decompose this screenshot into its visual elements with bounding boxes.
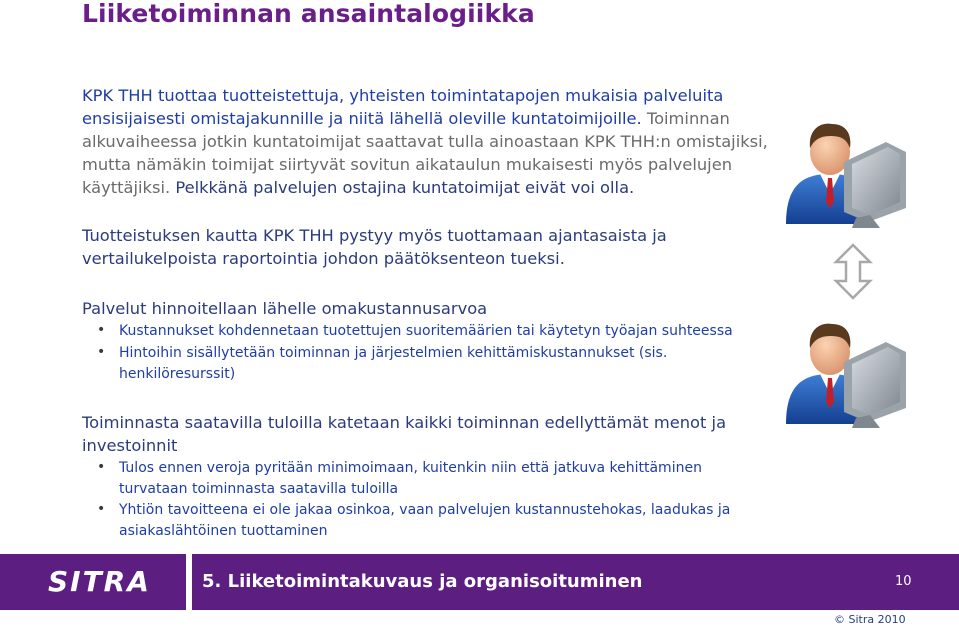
list-item [82,500,742,542]
bullet-icon: • [97,459,106,475]
bullet-text: Tulos ennen veroja pyritään minimoimaan, kuitenkin niin että jatkuva kehittäminen turvataan toiminnasta saatavilla tuloilla [119,460,702,497]
user-at-computer-icon [782,112,912,228]
user-at-computer-icon [782,312,912,428]
pricing-bullet-list [82,321,742,386]
footer-bar [0,554,959,610]
list-item [82,343,742,385]
copyright-text: © Sitra 2010 [834,613,906,626]
sitra-logo-text: SITRA [48,565,151,598]
pricing-heading: Palvelut hinnoitellaan lähelle omakustannusarvoa [82,299,488,318]
bullet-text: Kustannukset kohdennetaan tuotettujen suoritemäärien tai käytetyn työajan suhteessa [119,323,733,339]
intro-paragraph [82,84,802,199]
slide-title: Liiketoiminnan ansaintalogiikka [82,0,535,28]
bullet-icon: • [97,322,106,338]
sitra-logo [0,554,192,610]
bullet-icon: • [97,344,106,360]
footer-title: 5. Liiketoimintakuvaus ja organisoituminen [202,571,643,592]
reporting-paragraph: Tuotteistuksen kautta KPK THH pystyy myös tuottamaan ajantasaista ja vertailukelpoista raportointia johdon päätöksenteon tueksi. [82,226,667,268]
results-bullet-list [82,458,742,542]
intro-part-3: Pelkkänä palvelujen ostajina kuntatoimijat eivät voi olla. [170,178,635,197]
bullet-text: Hintoihin sisällytetään toiminnan ja järjestelmien kehittämiskustannukset (sis. henkilöresurssit) [119,345,668,382]
results-heading: Toiminnasta saatavilla tuloilla katetaan kaikki toiminnan edellyttämät menot ja investoinnit [82,413,727,455]
list-item [82,321,742,342]
intro-part-2: Toiminnan alkuvaiheessa jotkin kuntatoimijat saattavat tulla ainoastaan KPK THH:n omistajiksi, mutta nämäkin toimijat siirtyvät sovitun aikataulun mukaisesti myös palvelujen käyttäjiksi. [82,109,768,197]
bullet-icon: • [97,501,106,517]
intro-part-1: KPK THH tuottaa tuotteistettuja, yhteisten toimintatapojen mukaisia palveluita ensisijaisesti omistajakunnille ja niitä lähellä oleville kuntatoimijoille. [82,86,724,128]
list-item [82,458,742,500]
page-number: 10 [895,574,912,589]
double-arrow-icon [833,243,873,300]
bullet-text: Yhtiön tavoitteena ei ole jakaa osinkoa, vaan palvelujen kustannustehokas, laadukas ja asiakaslähtöinen tuottaminen [119,502,731,539]
